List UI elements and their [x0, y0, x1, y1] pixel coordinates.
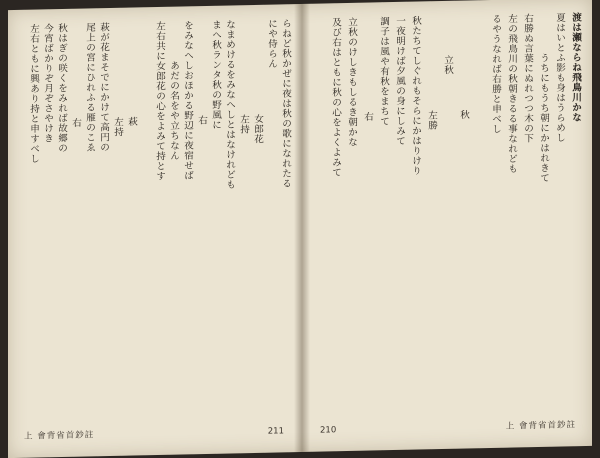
text-column: 秋たちてしぐれもそらにかはりけり — [410, 15, 421, 176]
text-column: 左勝 — [426, 110, 437, 131]
text-column: 及び右はともに秋の心をよくよみて — [330, 17, 341, 178]
text-column: 左持 — [112, 116, 123, 137]
left-page — [14, 12, 296, 448]
left-page-number: 211 — [267, 426, 284, 437]
text-column: うちにもうち朝にかはれきて — [538, 52, 549, 184]
text-column: 右 — [196, 114, 207, 126]
text-column: 夏はいとふ影も身はうらめし — [554, 12, 565, 143]
text-column: 左持 — [238, 114, 249, 135]
text-column: 左右共に女郎花の心をよみて持とす — [154, 20, 165, 182]
right-page-number: 210 — [320, 425, 337, 436]
text-column: 渡は瀬ならね飛鳥川かな — [570, 12, 581, 123]
text-column: 一夜明けば夕風の身にしみて — [394, 15, 405, 147]
text-column: 右 — [362, 111, 373, 122]
right-page-columns — [312, 12, 582, 413]
text-column: 左右ともに興あり持と申すべし — [28, 23, 39, 164]
text-column: 秋はぎの咲くをみれば故郷の — [56, 22, 67, 154]
text-column: 左の飛鳥川の秋朝きるる事なれども — [506, 13, 517, 174]
text-column: 調子は風や有秋をまちて — [378, 16, 389, 127]
text-column: 秋 — [458, 109, 469, 120]
text-column: るやうなれば右勝と申べし — [490, 13, 501, 135]
text-column: 立秋のけしきもしるき朝かな — [346, 16, 357, 148]
text-column — [470, 14, 486, 409]
right-page-footer: 上 會背省首鈔註 — [505, 420, 576, 432]
right-page — [308, 6, 586, 442]
text-column: 尾上の宮にひれふる雁のこゑ — [84, 22, 95, 153]
text-column: 今宵ばかりぞ月ぞさやけき — [42, 23, 53, 144]
text-column: 右勝ぬ言葉にぬれつつ木の下 — [522, 13, 533, 144]
book-spread — [8, 0, 592, 458]
text-column: 萩が花まそでにかけて高円の — [98, 22, 109, 153]
text-column: らねど秋かぜに夜は秋の歌になれたる — [280, 18, 291, 189]
text-column: にや侍らん — [266, 18, 277, 69]
text-column: 女郎花 — [252, 113, 263, 145]
text-column: 立秋 — [442, 54, 453, 76]
text-column — [138, 21, 152, 416]
text-column: まへ秋ランタ秋の野風に — [210, 19, 221, 130]
text-column: 萩 — [126, 116, 137, 127]
left-page-footer: 上 會背省首鈔註 — [24, 430, 95, 442]
text-column: なまめけるをみなへしとはなけれども — [224, 19, 235, 190]
text-column: 右 — [70, 117, 81, 128]
text-column: あだの名をや立ちなん — [168, 60, 179, 161]
left-page-columns — [18, 18, 292, 419]
text-column: をみなへしおほかる野辺に夜宿せば — [182, 20, 193, 181]
